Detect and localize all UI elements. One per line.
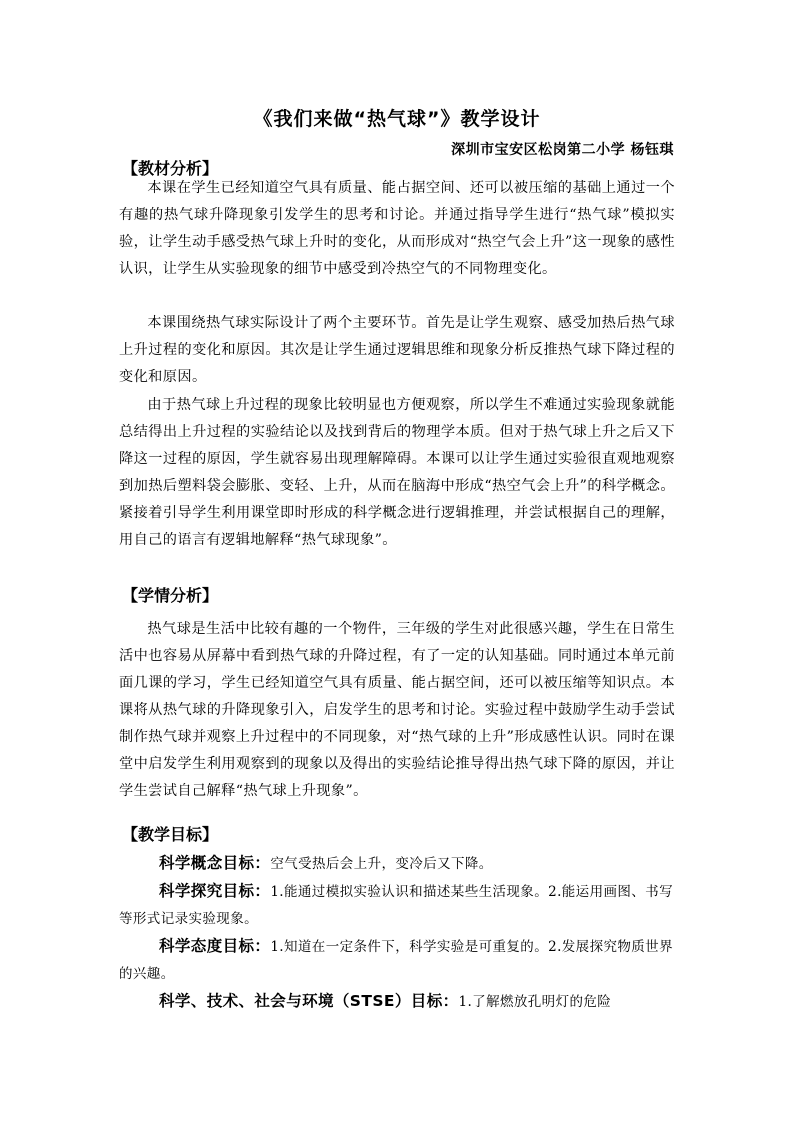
goal-science-inquiry	[119, 878, 675, 933]
goal-label: 科学、技术、社会与环境（STSE）目标：	[159, 992, 459, 1010]
goal-label: 科学探究目标：	[159, 882, 271, 900]
author-line: 深圳市宝安区松岗第二小学 杨钰琪	[451, 142, 674, 158]
heading-student-analysis: 【学情分析】	[122, 586, 219, 605]
paragraph: 热气球是生活中比较有趣的一个物件，三年级的学生对此很感兴趣，学生在日常生活中也容易从屏幕中看到热气球的升降过程，有了一定的认知基础。同时通过本单元前面几课的学习，学生已经知道空气具有质量、能占据空间，还可以被压缩等知识点。本课将从热气球的升降现象引入，启发学生的思考和讨论。实验过程中鼓励学生动手尝试制作热气球并观察上升过程中的不同现象，对“热气球的上升”形成感性认识。同时在课堂中启发学生利用观察到的现象以及得出的实验结论推导得出热气球下降的原因，并让学生尝试自己解释“热气球上升现象”。	[119, 621, 675, 799]
goal-text: 空气受热后会上升，变冷后又下降。	[270, 856, 493, 872]
goal-science-attitude	[119, 933, 675, 988]
goal-label: 科学态度目标：	[159, 937, 271, 955]
heading-teaching-goals: 【教学目标】	[122, 825, 219, 844]
goal-text: 1.能通过模拟实验认识和描述某些生活现象。2.能运用画图、书写等形式记录实验现象。	[119, 884, 673, 927]
paragraph: 本课在学生已经知道空气具有质量、能占据空间、还可以被压缩的基础上通过一个有趣的热气球升降现象引发学生的思考和讨论。并通过指导学生进行“热气球”模拟实验，让学生动手感受热气球上升时的变化，从而形成对“热空气会上升”这一现象的感性认识，让学生从实验现象的细节中感受到冷热空气的不同物理变化。	[119, 180, 675, 277]
goal-text: 1.知道在一定条件下，科学实验是可重复的。2.发展探究物质世界的兴趣。	[119, 939, 673, 982]
goal-label: 科学概念目标：	[159, 854, 271, 872]
heading-material-analysis: 【教材分析】	[122, 159, 219, 178]
document-title: 《我们来做“热气球”》教学设计	[253, 108, 541, 130]
goal-stse	[119, 988, 675, 1016]
goal-science-concept	[119, 850, 675, 878]
paragraph: 本课围绕热气球实际设计了两个主要环节。首先是让学生观察、感受加热后热气球上升过程的变化和原因。其次是让学生通过逻辑思维和现象分析反推热气球下降过程的变化和原因。	[119, 315, 675, 385]
paragraph: 由于热气球上升过程的现象比较明显也方便观察，所以学生不难通过实验现象就能总结得出上升过程的实验结论以及找到背后的物理学本质。但对于热气球上升之后又下降这一过程的原因，学生就容易出现理解障碍。本课可以让学生通过实验很直观地观察到加热后塑料袋会膨胀、变轻、上升，从而在脑海中形成“热空气会上升”的科学概念。紧接着引导学生利用课堂即时形成的科学概念进行逻辑推理，并尝试根据自己的理解，用自己的语言有逻辑地解释“热气球现象”。	[119, 397, 675, 548]
goal-text: 1.了解燃放孔明灯的危险	[458, 994, 612, 1010]
